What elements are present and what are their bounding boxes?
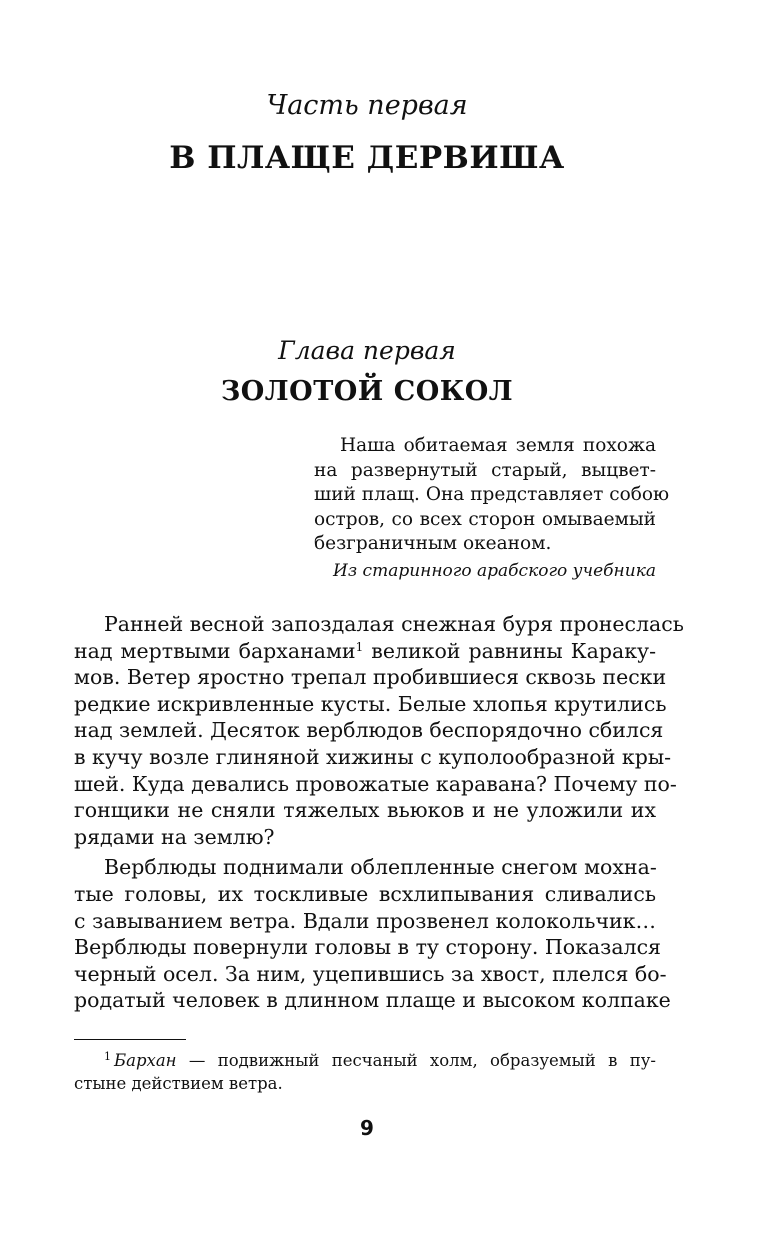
epigraph-line: на развернутый старый, выцвет-	[314, 459, 656, 481]
part-title: В ПЛАЩЕ ДЕРВИША	[169, 140, 565, 176]
paragraph-1	[74, 611, 684, 850]
epigraph-line: Наша обитаемая земля похожа	[340, 435, 656, 456]
epigraph-source: Из старинного арабского учебника	[333, 560, 656, 581]
text-line: Ранней весной запоздалая снежная буря пронеслась	[104, 612, 684, 636]
epigraph-line: ший плащ. Она представляет собою	[314, 484, 670, 505]
text-line: рядами на землю?	[74, 824, 275, 849]
page-number: 9	[360, 1116, 374, 1140]
footnote	[74, 1049, 656, 1095]
text-fragment: над мертвыми барханами	[74, 638, 356, 663]
footnote-term: Бархан	[114, 1051, 177, 1070]
text-line: тые головы, их тоскливые всхлипывания сливались	[74, 881, 656, 906]
footnote-line	[74, 1049, 656, 1072]
footnote-definition: — подвижный песчаный холм, образуемый в пу-	[176, 1051, 656, 1070]
epigraph-line: безграничным океаном.	[314, 533, 552, 554]
footnote-mark: 1	[104, 1050, 111, 1063]
text-line: над землей. Десяток верблюдов беспорядочно сбился	[74, 718, 664, 743]
footnote-reference[interactable]: 1	[355, 639, 364, 654]
text-line: черный осел. За ним, уцепившись за хвост, плелся бо-	[74, 961, 667, 986]
text-line: с завыванием ветра. Вдали прозвенел колокольчик…	[74, 908, 656, 933]
paragraph-2	[74, 854, 671, 1014]
footnote-line: стыне действием ветра.	[74, 1074, 283, 1093]
text-line: в кучу возле глиняной хижины с куполообразной кры-	[74, 744, 672, 769]
text-line: родатый человек в длинном плаще и высоком колпаке	[74, 988, 671, 1013]
chapter-label: Глава первая	[278, 336, 456, 365]
chapter-title: ЗОЛОТОЙ СОКОЛ	[220, 376, 514, 407]
text-line: редкие искривленные кусты. Белые хлопья крутились	[74, 691, 667, 716]
text-line: шей. Куда девались провожатые каравана? Почему по-	[74, 771, 677, 796]
text-line-with-footnote-ref	[74, 638, 656, 665]
text-line: гонщики не сняли тяжелых вьюков и не уложили их	[74, 798, 656, 823]
text-line: Верблюды повернули головы в ту сторону. Показался	[74, 935, 661, 960]
text-line: Верблюды поднимали облепленные снегом мохна-	[104, 855, 657, 880]
epigraph-line: остров, со всех сторон омываемый	[314, 508, 656, 530]
footnote-divider	[74, 1039, 186, 1040]
text-fragment: великой равнины Караку-	[363, 638, 656, 663]
epigraph	[314, 434, 670, 583]
part-label: Часть первая	[266, 90, 468, 121]
body-text	[74, 611, 684, 1014]
text-line: мов. Ветер яростно трепал пробившиеся сквозь пески	[74, 665, 667, 690]
